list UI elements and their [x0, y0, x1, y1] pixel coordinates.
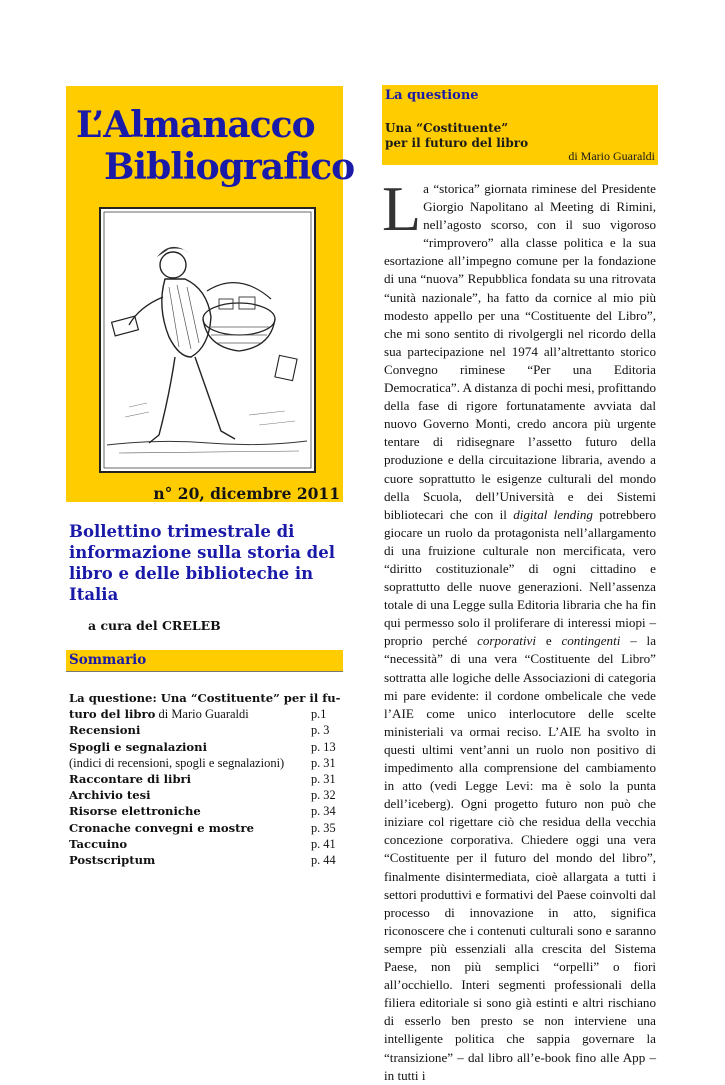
- article-header-panel: [382, 85, 658, 165]
- sommario-title: Sommario: [69, 652, 147, 668]
- toc-page: p. 34: [311, 804, 336, 819]
- toc-entry[interactable]: [69, 836, 341, 852]
- issue-number: n° 20, dicembre 2011: [153, 484, 340, 503]
- magazine-title-line1: L’Almanacco: [76, 104, 315, 146]
- sommario-header: [66, 650, 343, 672]
- article-title-line2: per il futuro del libro: [385, 136, 529, 150]
- toc-label: Archivio tesi: [69, 788, 151, 803]
- article-text-c: e: [536, 633, 562, 649]
- article-italic-corporativi: corporativi: [477, 633, 536, 649]
- toc-entry[interactable]: [69, 820, 341, 836]
- book-peddler-engraving-icon: [99, 207, 316, 473]
- curator-credit: a cura del CRELEB: [88, 618, 221, 633]
- article-body: [382, 173, 657, 1085]
- toc-page: p. 32: [311, 788, 336, 803]
- toc-first-line[interactable]: [69, 690, 341, 706]
- article-title-line1: Una “Costituente”: [385, 121, 509, 135]
- toc-entry[interactable]: [69, 722, 341, 738]
- article-italic-contingenti: contingenti: [561, 633, 621, 649]
- toc-page: p. 41: [311, 836, 336, 851]
- article-author: di Mario Guaraldi: [568, 149, 655, 163]
- toc-page: p. 3: [311, 723, 330, 738]
- cover-engraving-image: [99, 207, 316, 473]
- toc-first-title-end: turo del libro: [69, 707, 156, 722]
- toc-first-author: di Mario Guaraldi: [155, 707, 249, 722]
- table-of-contents: [69, 690, 341, 868]
- toc-page: p. 31: [311, 772, 336, 787]
- toc-page: p.1: [311, 707, 327, 722]
- toc-page: p. 44: [311, 853, 336, 868]
- toc-entry[interactable]: [69, 771, 341, 787]
- toc-entry[interactable]: [69, 739, 341, 755]
- article-text-d: – la “necessità” di una vera “Costituente del Libro” sottratta alle logiche delle Associazioni di categoria mi pare evidente: il cordone ombelicale che vede l’AIE come unico interlocutore delle scelte ministeriali va ormai reciso. L’AIE ha svolto in questi ultimi vent’anni un ruolo non positivo di impedimento alla comprensione del cambiamento in atto (vedi Legge Levi: ma è solo la punta dell’iceberg). Ogni progetto futuro non può che iniziare col rigettare ciò che residua della vecchia concezione corporativa. Chiedere oggi una vera “Costituente per il futuro del mondo del libro”, finalmente disintermediata, cioè allargata a tutti i settori produttivi e formativi del Paese coinvolti dal processo di innovazione in atto, significa riconoscere che i contenuti culturali sono e saranno sempre più essenziali alla crescita del Sistema Paese, non più semplici “orpelli” o fiori all’occhiello. Interi segmenti professionali della filiera editoriale si sono già estinti e altri rischiano di esserlo ben presto se non interviene una intelligente politica che sappia governare la “transizione” – dal libro all’e-book fino alle App – in tutti i: [384, 633, 657, 1083]
- article-italic-digital-lending: digital lending: [513, 506, 593, 522]
- toc-list: [69, 722, 341, 868]
- toc-entry[interactable]: [69, 706, 341, 722]
- toc-first-label-line1: La questione: Una “Costituente” per il fu-: [69, 691, 341, 705]
- toc-label: Postscriptum: [69, 853, 156, 868]
- toc-first-label-line2: [69, 706, 249, 722]
- toc-page: p. 31: [311, 755, 336, 770]
- toc-entry[interactable]: [69, 852, 341, 868]
- article-text-b: potrebbero giocare un ruolo da protagonista nell’allargamento di una fruizione culturale non mercificata, vero “diritto costituzionale” di ogni cittadino e soprattutto delle nuove generazioni. Nell’assenza totale di una Legge sulla Editoria libraria che ha fin qui permesso solo il proliferare di interessi miopi – proprio perché: [384, 506, 656, 649]
- toc-page: p. 35: [311, 820, 336, 835]
- toc-label: Cronache convegni e mostre: [69, 820, 255, 835]
- toc-entry[interactable]: [69, 755, 341, 771]
- toc-page: p. 13: [311, 739, 336, 754]
- toc-label: Taccuino: [69, 836, 128, 851]
- toc-label: (indici di recensioni, spogli e segnalazioni): [69, 755, 285, 770]
- article-section-label: La questione: [385, 88, 479, 103]
- toc-entry[interactable]: [69, 787, 341, 803]
- toc-entry[interactable]: [69, 803, 341, 819]
- toc-label: Risorse elettroniche: [69, 804, 201, 819]
- drop-cap: L: [382, 173, 422, 244]
- toc-label: Spogli e segnalazioni: [69, 739, 207, 754]
- article-title: [385, 121, 528, 151]
- toc-label: Raccontare di libri: [69, 772, 192, 787]
- subtitle: Bollettino trimestrale di informazione sulla storia del libro e delle biblioteche in Italia: [69, 522, 335, 604]
- magazine-title-line2: Bibliografico: [104, 146, 355, 188]
- toc-label: Recensioni: [69, 723, 141, 738]
- article-text-a: a “storica” giornata riminese del Presidente Giorgio Napolitano al Meeting di Rimini, nell’agosto scorso, con il suo vigoroso “rimprovero” alla classe politica e la sua esortazione all’impegno comune per la fondazione di una “nuova” Repubblica fondata su una ritrovata “unità nazionale”, ha fatto da cornice al mio più modesto appello per una “Costituente del Libro”, che mi sono sentito di rivolgergli nel ricordo della sua partecipazione nel 1974 all’altrettanto storico Convegno riminese “Per una Editoria Democratica”. A distanza di pochi mesi, profittando della fase di rigore fortunatamente avviata dal nuovo Governo Monti, credo ancora più urgente tentare di ridisegnare l’assetto futuro della produzione e della circuitazione libraria, avendo a cuore soprattutto le esigenze culturali del mondo della Scuola, dell’Università e dei Sistemi bibliotecari che con il: [384, 181, 656, 522]
